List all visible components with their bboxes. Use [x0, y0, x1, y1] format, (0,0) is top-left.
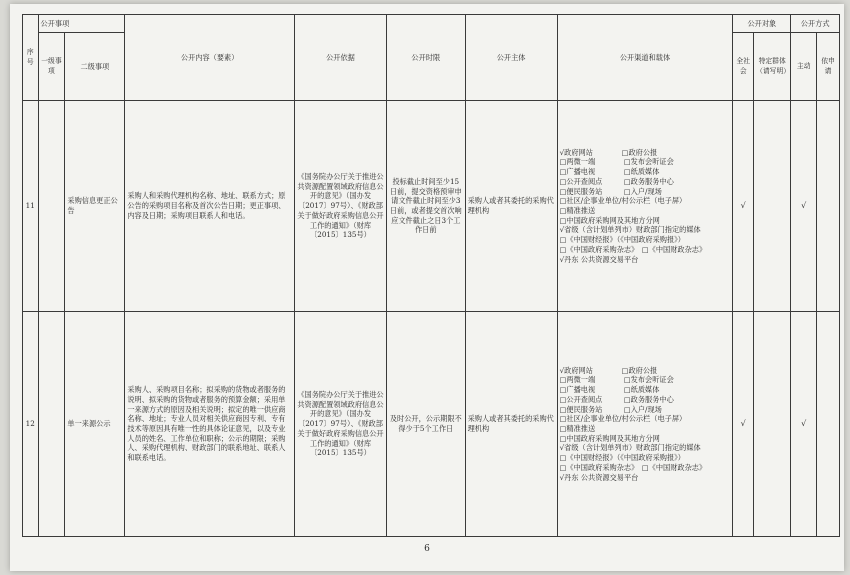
- check-mark: √: [801, 200, 807, 210]
- row-level1: [38, 312, 65, 537]
- channel-line: □公开查阅点 □政务服务中心: [559, 394, 674, 404]
- row-target-all: [733, 101, 754, 312]
- row-basis: 《国务院办公厅关于推进公共资源配置领域政府信息公开的意见》（国办发〔2017〕97号）、《财政部关于做好政府采购信息公开工作的通知》（财库〔2015〕135号）: [294, 101, 386, 312]
- header-target: 公开对象: [733, 15, 791, 33]
- channel-line: √省级（含计划单列市）财政部门指定的媒体: [559, 443, 701, 453]
- channel-line: √丹东 公共资源交易平台: [559, 472, 639, 482]
- row-target-specific: [754, 312, 791, 537]
- channel-line: □《中国财经报》（《中国政府采购报》）: [559, 235, 685, 245]
- row-level2: 单一来源公示: [65, 312, 125, 537]
- row-content: 采购人、采购项目名称；拟采购的货物或者服务的说明、拟采购的货物或者服务的预算金额；采用单一来源方式的原因及相关说明；拟定的唯一供应商名称、地址；专业人员对相关供应商因专利、专有技术等原因具有唯一性的具体论证意见，以及专业人员的姓名、工作单位和职称；公示的期限；采购人、采购代理机构、财政部门的联系地址、联系人和联系电话。: [125, 312, 295, 537]
- row-level2: 采购信息更正公告: [65, 101, 125, 312]
- row-seq: 11: [23, 101, 39, 312]
- disclosure-table: [22, 14, 840, 537]
- channel-line: □两微一端 □发布会听证会: [559, 157, 674, 167]
- header-channel: 公开渠道和载体: [557, 15, 733, 101]
- channel-line: □两微一端 □发布会听证会: [559, 375, 674, 385]
- channel-line: □便民服务站 □入户/现场: [559, 404, 662, 414]
- row-time: 及时公开，公示期限不得少于5个工作日: [386, 312, 465, 537]
- channel-line: □广播电视 □纸质媒体: [559, 385, 660, 395]
- channel-line: □精准推送: [559, 424, 596, 433]
- row-method-active: [791, 312, 817, 537]
- header-basis: 公开依据: [294, 15, 386, 101]
- row-target-specific: [754, 101, 791, 312]
- header-target-all: 全社会: [733, 33, 754, 101]
- table-row: [23, 312, 840, 537]
- header-level1: 一级事项: [38, 33, 65, 101]
- header-subject: 公开主体: [465, 15, 557, 101]
- channel-line: □《中国政府采购杂志》 □《中国财政杂志》: [559, 244, 707, 254]
- row-time: 投标截止时间至少15日前，提交资格预审申请文件截止时间至少3日前，或者提交首次响应文件截止之日3个工作日前: [386, 101, 465, 312]
- header-target-specific: 特定群体（请写明）: [754, 33, 791, 101]
- page-number: 6: [424, 544, 430, 554]
- channel-line: □《中国财经报》（《中国政府采购报》）: [559, 453, 685, 463]
- check-mark: √: [740, 418, 746, 428]
- channel-line: □社区/企事业单位/村公示栏（电子屏）: [559, 196, 687, 206]
- channel-line: √丹东 公共资源交易平台: [559, 254, 639, 264]
- channel-line: √政府网站 □政府公报: [559, 147, 658, 157]
- row-method-request: [817, 312, 840, 537]
- row-target-all: [733, 312, 754, 537]
- row-subject: 采购人或者其委托的采购代理机构: [465, 312, 557, 537]
- header-method: 公开方式: [791, 15, 840, 33]
- header-time: 公开时限: [386, 15, 465, 101]
- channel-line: □广播电视 □纸质媒体: [559, 167, 660, 177]
- row-seq: 12: [23, 312, 39, 537]
- row-basis: 《国务院办公厅关于推进公共资源配置领域政府信息公开的意见》（国办发〔2017〕97号）、《财政部关于做好政府采购信息公开工作的通知》（财库〔2015〕135号）: [294, 312, 386, 537]
- check-mark: √: [740, 200, 746, 210]
- channel-line: □精准推送: [559, 206, 596, 215]
- channel-line: √政府网站 □政府公报: [559, 365, 658, 375]
- table-row: [23, 101, 840, 312]
- row-method-request: [817, 101, 840, 312]
- channel-line: □《中国政府采购杂志》 □《中国财政杂志》: [559, 462, 707, 472]
- channel-line: □社区/企事业单位/村公示栏（电子屏）: [559, 414, 687, 424]
- document-page: [10, 4, 844, 571]
- header-method-request: 依申请: [817, 33, 840, 101]
- row-level1: [38, 101, 65, 312]
- channel-line: √省级（含计划单列市）财政部门指定的媒体: [559, 225, 701, 235]
- row-channels: [557, 312, 733, 537]
- check-mark: √: [801, 418, 807, 428]
- row-subject: 采购人或者其委托的采购代理机构: [465, 101, 557, 312]
- channel-line: □便民服务站 □入户/现场: [559, 186, 662, 196]
- header-content: 公开内容（要素）: [125, 15, 295, 101]
- row-channels: [557, 101, 733, 312]
- header-method-active: 主动: [791, 33, 817, 101]
- channel-line: □公开查阅点 □政务服务中心: [559, 176, 674, 186]
- channel-line: □中国政府采购网及其地方分网: [559, 433, 660, 443]
- row-content: 采购人和采购代理机构名称、地址、联系方式；原公告的采购项目名称及首次公告日期；更正事项、内容及日期；采购项目联系人和电话。: [125, 101, 295, 312]
- header-seq: 序号: [23, 15, 39, 101]
- row-method-active: [791, 101, 817, 312]
- channel-line: □中国政府采购网及其地方分网: [559, 215, 660, 225]
- header-gongkai-shixiang: 公开事项: [38, 15, 125, 33]
- header-level2: 二级事项: [65, 33, 125, 101]
